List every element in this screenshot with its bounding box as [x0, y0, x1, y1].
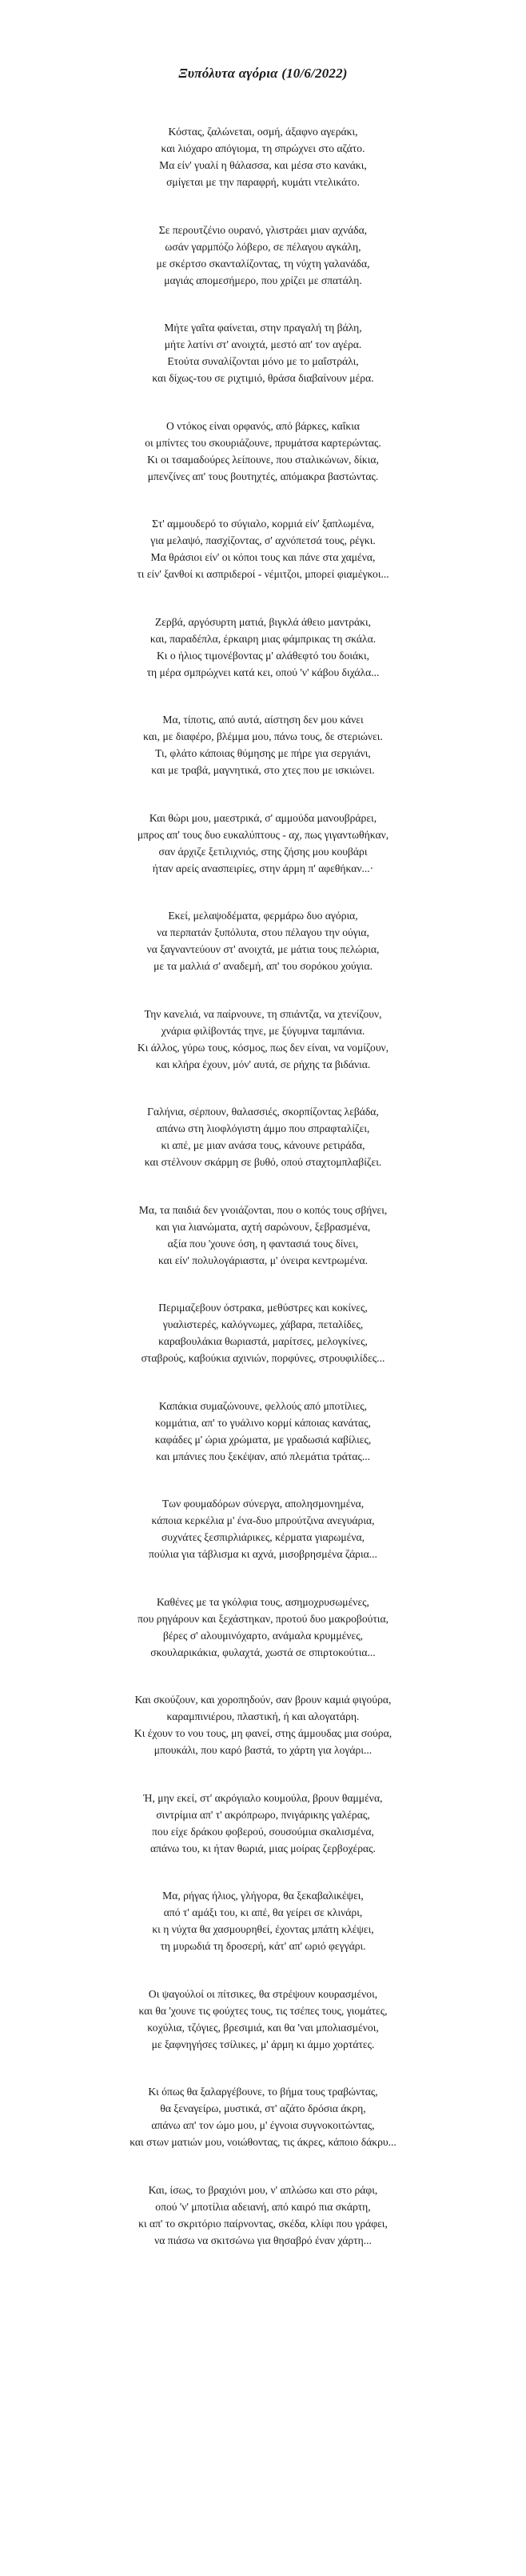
verse-line: που ρηγάρουν και ξεχάστηκαν, προτού δυο μακροβούτια,	[137, 1612, 389, 1625]
verse-line: βέρες σ' αλουμινόχαρτο, ανάμαλα κρυμμένες,	[162, 1629, 364, 1642]
verse-line: οι μπίντες του σκουριάζουνε, πρυμάτσα καρτερώντας.	[145, 436, 381, 449]
stanza	[32, 1299, 494, 1366]
verse-line: καραμπινιέρου, πλαστική, ή και αλογατάρη.	[166, 1710, 360, 1722]
verse-line: Ή, μην εκεί, στ' ακρόγιαλο κουμούλα, βρουν θαμμένα,	[143, 1791, 383, 1804]
verse-line: σιντρίμια απ' τ' ακρόπρωρο, πνιγάρικης γαλέρας,	[156, 1808, 370, 1821]
verse-line: τη μέρα σμπρώχνει κατά κει, οπού 'ν' κάβου διχάλα...	[146, 666, 380, 678]
stanza	[32, 1887, 494, 1954]
verse-line: Και θώρι μου, μαεστρικά, σ' αμμούδα μανουβράρει,	[149, 811, 377, 824]
verse-line: απάνω απ' τον ώμο μου, μ' έγνοια συγνοκοιτώντας,	[151, 2119, 375, 2131]
verse-line: Την κανελιά, να παίρνουνε, τη σπιάντζα, να χτενίζουν,	[144, 1007, 382, 1020]
verse-line: αξία που 'χουνε όση, η φαντασιά τους δίνει,	[167, 1237, 359, 1250]
verse-line: Μα, ρήγας ήλιος, γλήγορα, θα ξεκαβαλικέψει,	[162, 1890, 364, 1902]
stanza	[32, 1691, 494, 1758]
stanza	[32, 907, 494, 974]
verse-line: να πιάσω να σκιτσώνω για θησαβρό έναν χάρτη...	[154, 2234, 372, 2246]
verse-line: και δίχως-του σε ριχτιμιό, θράσα διαβαίνουν μέρα.	[152, 372, 374, 384]
verse-line: και, παραδέπλα, έρκαιρη μιας φάμπρικας τη σκάλα.	[149, 632, 377, 645]
verse-line: ήταν αρείς ανασπειρίες, στην άρμη π' αφεθήκαν...·	[152, 862, 374, 874]
verse-line: κι απέ, με μιαν ανάσα τους, κάνουνε ρετιράδα,	[161, 1139, 365, 1151]
verse-line: με σκέρτσο σκανταλίζοντας, τη νύχτη γαλανάδα,	[156, 257, 370, 270]
verse-line: και λιόχαρο απόγιομα, τη σπρώχνει στο αζάτο.	[161, 142, 365, 154]
verse-line: Ετούτα συναλίζονται μόνο με το μαΐστράλι,	[167, 355, 359, 367]
verse-line: και μπάνιες που ξεκέψαν, από πλεμάτια τράτας...	[155, 1450, 371, 1462]
stanza	[32, 1594, 494, 1661]
verse-line: μπουκάλι, που καρό βαστά, το χάρτη για λογάρι...	[153, 1744, 373, 1756]
verse-line: κι η νύχτα θα χασμουρηθεί, έχοντας μπάτη κλέψει,	[152, 1923, 374, 1935]
stanza	[32, 515, 494, 582]
verse-line: σκουλαρικάκια, φυλαχτά, χωστά σε σπιρτοκούτια...	[150, 1646, 376, 1658]
verse-line: Οι ψαγούλοί οι πίτσικες, θα στρέψουν κουρασμένοι,	[148, 1987, 378, 2000]
stanza	[32, 1202, 494, 1269]
stanza	[32, 222, 494, 289]
poem-title: Ξυπόλυτα αγόρια (10/6/2022)	[178, 66, 348, 81]
stanza	[32, 1986, 494, 2053]
verse-line: Μήτε γαΐτα φαίνεται, στην πραγαλή τη βάλη,	[164, 322, 362, 334]
verse-line: Ζερβά, αργόσυρτη ματιά, βιγκλά άθειο μαντράκι,	[154, 615, 372, 628]
verse-line: Περιμαζεβουν όστρακα, μεθύστρες και κοκίνες,	[158, 1302, 368, 1314]
verse-line: Ο ντόκος είναι ορφανός, από βάρκες, καΐκια	[166, 419, 360, 432]
stanza	[32, 123, 494, 190]
verse-line: μαγιάς απομεσήμερο, που χρίζει με σπατάλη.	[164, 274, 362, 286]
verse-line: οπού 'ν' μποτίλια αδειανή, από καιρό πια σκάρτη,	[155, 2200, 371, 2213]
verse-line: και στέλνουν σκάρμη σε βυθό, οπού σταχτομπλαβίζει.	[144, 1156, 382, 1168]
verse-line: Κι άλλος, γύρω τους, κόσμος, πως δεν είναι, να νομίζουν,	[137, 1041, 389, 1054]
verse-line: Κι έχουν το νου τους, μη φανεί, στης άμμουδας μια σούρα,	[133, 1727, 393, 1739]
stanza	[32, 2083, 494, 2150]
stanza	[32, 810, 494, 877]
verse-line: Κι οι τσαμαδούρες λείπουνε, που σταλικώνων, δίκια,	[147, 453, 379, 466]
verse-line: Στ' αμμουδερό το σύγιαλο, κορμιά είν' ξαπλωμένα,	[152, 518, 374, 530]
verse-line: Κι ο ήλιος τιμονέβοντας μ' αλάθεφτό του δοιάκι,	[156, 649, 370, 662]
stanza	[32, 1495, 494, 1562]
verse-line: απάνω του, κι ήταν θωριά, μιας μοίρας ζερβοχέρας.	[150, 1842, 376, 1854]
verse-line: τη μυρωδιά τη δροσερή, κάτ' απ' ωριό φεγγάρι.	[160, 1940, 366, 1952]
verse-line: κοχύλια, τζόγιες, βρεσιμιά, και θα 'ναι μπολιασμένοι,	[147, 2021, 379, 2034]
verse-line: που είχε δράκου φοβερού, σουσούμια σκαλισμένα,	[152, 1825, 374, 1838]
verse-line: Κόστας, ζαλώνεται, οσμή, άξαφνο αγεράκι,	[168, 126, 358, 138]
verse-line: μπενζίνες απ' τους βουτηχτές, απόμακρα βαστώντας.	[147, 470, 379, 482]
verse-line: Σε περουτζένιο ουρανό, γλιστράει μιαν αχνάδα,	[158, 223, 368, 236]
stanza	[32, 1006, 494, 1073]
verse-line: Καθένες με τα γκόλφια τους, ασημοχρυσωμένες,	[157, 1595, 369, 1608]
verse-line: με τα μαλλιά σ' αναδεμή, απ' του σορόκου χούγια.	[153, 960, 373, 972]
stanza	[32, 1398, 494, 1465]
verse-line: Τι, φλάτο κάποιας θύμησης με πήρε για σεργιάνι,	[155, 747, 371, 759]
verse-line: τι είν' ξανθοί κι ασπριδεροί - νέμιτζοι, μπορεί φιαμέγκοι...	[137, 568, 389, 580]
verse-line: καραβουλάκια θωριαστά, μαρίτσες, μελογκίνες,	[158, 1335, 368, 1347]
verse-line: κάποια κερκέλια μ' ένα-δυο μπρούτζινα ανεγυάρια,	[151, 1514, 375, 1526]
stanza	[32, 1790, 494, 1857]
verse-line: για μελαψό, πασχίζοντας, σ' αχνόπετσά τους, ρέγκι.	[150, 534, 376, 546]
stanza	[32, 2182, 494, 2249]
verse-line: κι απ' το σκριτόριο παίρνοντας, σκέδα, κλίφι που γράφει,	[138, 2217, 388, 2230]
verse-line: απάνω στη λιοφλόγιστη άμμο που σπραφταλίζει,	[156, 1122, 370, 1134]
verse-line: Εκεί, μελαψοδέματα, φερμάρω δυο αγόρια,	[168, 910, 358, 922]
verse-line: σαν άρχιζε ξετιλιχνιός, στης ζήσης μου κουβάρι	[158, 845, 368, 858]
verse-line: Και, ίσως, το βραχιόνι μου, ν' απλώσω και στο ράφι,	[148, 2183, 378, 2196]
verse-line: Μα, τίποτις, από αυτά, αίστηση δεν μου κάνει	[162, 714, 364, 726]
stanza	[32, 418, 494, 485]
verse-line: μήτε λατίνι στ' ανοιχτά, μεστό απ' τον αγέρα.	[164, 338, 362, 350]
verse-line: ωσάν γαρμπόζο λόβερο, σε πέλαγου αγκάλη,	[165, 240, 361, 253]
verse-line: να περπατάν ξυπόλυτα, στου πέλαγου την ούγια,	[157, 926, 369, 938]
verse-line: και, με διαφέρο, βλέμμα μου, πάνω τους, δε στεριώνει.	[143, 730, 383, 742]
verse-line: Και σκούζουν, και χοροπηδούν, σαν βρουν καμιά φιγούρα,	[134, 1694, 392, 1706]
verse-line: πούλια για τάβλισμα κι αχνά, μισοβρησμένα ζάρια...	[149, 1548, 377, 1560]
verse-line: μπρος απ' τους δυο ευκαλύπτους - αχ, πως γιγαντωθήκαν,	[137, 828, 389, 841]
verse-line: Κι όπως θα ξαλαργέβουνε, το βήμα τους τραβώντας,	[148, 2086, 378, 2098]
verse-line: συχνάτες ξεσπιρλιάρικες, κέρματα γιαρωμένα,	[161, 1531, 365, 1543]
verse-line: και για λιανώματα, αχτή σαρώνουν, ξεβρασμένα,	[155, 1220, 371, 1233]
stanza	[32, 614, 494, 681]
poem-body	[32, 123, 494, 2249]
verse-line: με ξαφνηγήσες τσίλικες, μ' άρμη κι άμμο χορτάτες.	[151, 2038, 375, 2050]
verse-line: Γαλήνια, σέρπουν, θαλασσιές, σκορπίζοντας λεβάδα,	[147, 1106, 379, 1118]
verse-line: και είν' πολυλογάριαστα, μ' όνειρα κεντρωμένα.	[157, 1254, 369, 1266]
stanza	[32, 1103, 494, 1170]
verse-line: κομμάτια, απ' το γυάλινο κορμί κάποιας κανάτας,	[155, 1416, 371, 1429]
verse-line: Μα, τα παιδιά δεν γνοιάζονται, που ο κοπός τους σβήνει,	[138, 1203, 388, 1216]
verse-line: να ξαγναντεύουν στ' ανοιχτά, με μάτια τους πελώρια,	[146, 943, 380, 955]
verse-line: και θα 'χουνε τις φούχτες τους, τις τσέπες τους, γιομάτες,	[138, 2004, 388, 2017]
verse-line: σταβρούς, καβούκια αχινιών, πορφύνες, στρουφιλίδες...	[141, 1352, 385, 1364]
verse-line: Μα θράσιοι είν' οι κόποι τους και πάνε στα χαμένα,	[150, 551, 376, 563]
verse-line: Των φουμαδόρων σύνεργα, απολησμονημένα,	[161, 1498, 365, 1510]
verse-line: γυαλιστερές, καλόγνωμες, χάβαρα, πεταλίδες,	[162, 1318, 364, 1330]
stanza	[32, 711, 494, 778]
verse-line: Μα είν' γυαλί η θάλασσα, και μέσα στο κανάκι,	[159, 159, 367, 171]
verse-line: θα ξεναγείρω, μυστικά, στ' αζάτο δρόσια άκρη,	[160, 2102, 366, 2114]
verse-line: από τ' αμάξι του, κι απέ, θα γείρει σε κλινάρι,	[163, 1906, 363, 1918]
verse-line: και κλήρα έχουν, μόν' αυτά, σε ρήχης τα βιδάνια.	[155, 1058, 371, 1070]
verse-line: και στων ματιών μου, νοιώθοντας, τις άκρες, κάποιο δάκρυ...	[130, 2136, 396, 2148]
verse-line: σμίγεται με την παραφρή, κυμάτι ντελικάτο.	[166, 176, 360, 188]
verse-line: και με τραβά, μαγνητικά, στο χτες που με ισκιώνει.	[151, 764, 375, 776]
stanza	[32, 319, 494, 386]
verse-line: χνάρια φιλίβοντάς τηνε, με ξύγυμνα ταμπάνια.	[161, 1024, 365, 1037]
verse-line: Καπάκια συμαζώνουνε, φελλούς από μποτίλιες,	[158, 1399, 368, 1412]
verse-line: καφάδες μ' ώρια χρώματα, με γραδωσιά καβίλιες,	[154, 1433, 372, 1446]
